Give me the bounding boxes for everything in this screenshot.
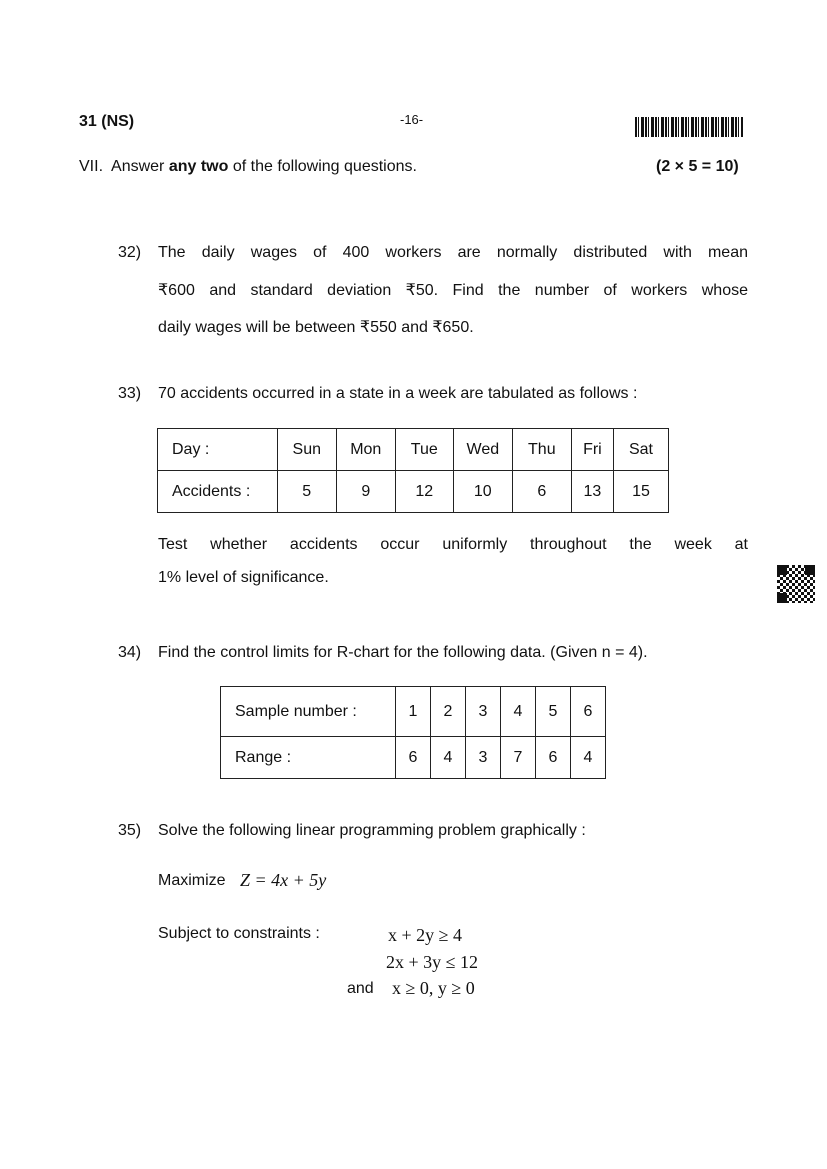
instruction-text: Answer bbox=[111, 158, 169, 175]
table-cell: 10 bbox=[453, 471, 512, 513]
q32-line-2: ₹600 and standard deviation ₹50. Find the number of workers whose bbox=[158, 282, 748, 299]
q32-line-3: daily wages will be between ₹550 and ₹650. bbox=[158, 319, 474, 336]
constraints-label: Subject to constraints : bbox=[158, 925, 320, 942]
range-table bbox=[220, 686, 606, 779]
table-cell: 9 bbox=[336, 471, 395, 513]
table-cell: 3 bbox=[466, 687, 501, 737]
table-cell: Sun bbox=[277, 429, 336, 471]
question-number-33: 33) bbox=[118, 385, 142, 402]
objective-function: Z = 4x + 5y bbox=[240, 870, 327, 890]
q34-text: Find the control limits for R-chart for the following data. (Given n = 4). bbox=[158, 644, 648, 661]
question-number-32: 32) bbox=[118, 244, 142, 261]
barcode-icon bbox=[635, 117, 743, 137]
paper-code: 31 (NS) bbox=[79, 113, 135, 130]
section-heading bbox=[79, 158, 417, 176]
table-cell: 5 bbox=[536, 687, 571, 737]
constraint-1: x + 2y ≥ 4 bbox=[388, 925, 463, 945]
table-row bbox=[158, 471, 669, 513]
table-cell: 2 bbox=[431, 687, 466, 737]
section-number: VII. bbox=[79, 158, 104, 175]
q33-line-1: Test whether accidents occur uniformly throughout the week at bbox=[158, 536, 748, 553]
table-cell: Wed bbox=[453, 429, 512, 471]
table-cell: 3 bbox=[466, 737, 501, 779]
table-header-label: Sample number : bbox=[221, 687, 396, 737]
table-cell: 4 bbox=[571, 737, 606, 779]
table-row bbox=[158, 429, 669, 471]
non-negativity-constraint: x ≥ 0, y ≥ 0 bbox=[392, 978, 475, 998]
table-row-label: Accidents : bbox=[158, 471, 278, 513]
question-number-34: 34) bbox=[118, 644, 142, 661]
table-cell: 5 bbox=[277, 471, 336, 513]
table-header-label: Day : bbox=[158, 429, 278, 471]
table-cell: 13 bbox=[571, 471, 613, 513]
table-cell: 4 bbox=[431, 737, 466, 779]
table-row bbox=[221, 737, 606, 779]
table-cell: 6 bbox=[536, 737, 571, 779]
table-cell: 6 bbox=[396, 737, 431, 779]
table-cell: Fri bbox=[571, 429, 613, 471]
table-row-label: Range : bbox=[221, 737, 396, 779]
accidents-table bbox=[157, 428, 669, 513]
table-cell: 6 bbox=[512, 471, 571, 513]
qr-code-icon bbox=[777, 565, 815, 603]
maximize-label: Maximize bbox=[158, 872, 226, 889]
table-cell: 15 bbox=[614, 471, 669, 513]
and-label: and bbox=[347, 980, 374, 997]
instruction-text-end: of the following questions. bbox=[228, 158, 417, 175]
instruction-emphasis: any two bbox=[168, 158, 229, 175]
section-marks: (2 × 5 = 10) bbox=[656, 158, 739, 175]
q35-text: Solve the following linear programming problem graphically : bbox=[158, 822, 586, 839]
table-row bbox=[221, 687, 606, 737]
page-number: -16- bbox=[400, 112, 424, 127]
table-cell: Thu bbox=[512, 429, 571, 471]
table-cell: Mon bbox=[336, 429, 395, 471]
question-number-35: 35) bbox=[118, 822, 142, 839]
table-cell: Tue bbox=[395, 429, 453, 471]
constraint-2: 2x + 3y ≤ 12 bbox=[386, 952, 479, 972]
q33-line-2: 1% level of significance. bbox=[158, 569, 329, 586]
table-cell: 1 bbox=[396, 687, 431, 737]
table-cell: 12 bbox=[395, 471, 453, 513]
q32-line-1: The daily wages of 400 workers are normally distributed with mean bbox=[158, 244, 748, 261]
table-cell: 4 bbox=[501, 687, 536, 737]
table-cell: 7 bbox=[501, 737, 536, 779]
table-cell: 6 bbox=[571, 687, 606, 737]
q33-text: 70 accidents occurred in a state in a week are tabulated as follows : bbox=[158, 385, 638, 402]
table-cell: Sat bbox=[614, 429, 669, 471]
